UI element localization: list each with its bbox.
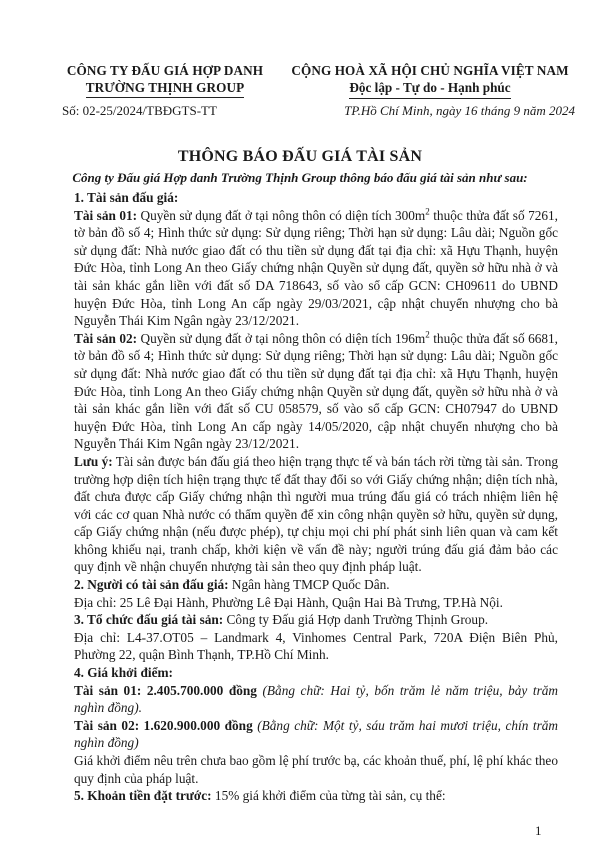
section-2-heading: 2. Người có tài sản đấu giá: — [74, 577, 229, 593]
asset-1-text-b: thuộc thửa đất số 7261, tờ bản đồ số 4; Hình thức sử dụng: Sử dụng riêng; Thời hạn sử dụng: Lâu dài; Nguồn gốc sử dụng đất: Nhà nước giao đất có thu tiền sử dụng đất tại địa chỉ: xã Hựu Thạnh, huyện Đức Hòa, tỉnh Long An theo Giấy chứng nhận Quyền sử dụng đất, quyền sở hữu nhà ở và tài sản khác gắn liền với đất số DA 718643, số vào sổ cấp GCN: CH09611 do UBND huyện Đức Hòa, tỉnh Long An cấp ngày 29/03/2021, cập nhật chuyển nhượng cho bà Nguyễn Thái Kim Ngân ngày 23/12/2021. — [74, 207, 558, 329]
asset-2-price-words: (Bằng chữ: Một tỷ, sáu trăm hai mươi triệu, chín trăm nghìn đồng) — [74, 717, 559, 751]
issuer-name-line2: TRƯỜNG THỊNH GROUP — [86, 79, 245, 98]
section-2-line — [74, 576, 558, 594]
asset-1-price — [74, 682, 558, 717]
asset-2-price — [74, 717, 558, 752]
asset-2-price-value: Tài sản 02: 1.620.900.000 đồng — [74, 717, 253, 733]
asset-owner-address: Địa chỉ: 25 Lê Đại Hành, Phường Lê Đại Hành, Quận Hai Bà Trưng, TP.Hà Nội. — [74, 594, 503, 610]
document-title: THÔNG BÁO ĐẤU GIÁ TÀI SẢN — [177, 148, 423, 165]
country-name: CỘNG HOÀ XÃ HỘI CHỦ NGHĨA VIỆT NAM — [291, 63, 569, 78]
asset-2-text-a: Quyền sử dụng đất ở tại nông thôn có diện tích 196m — [137, 330, 426, 346]
document-number: Số: 02-25/2024/TBĐGTS-TT — [62, 103, 217, 118]
deposit-text: 15% giá khởi điểm của từng tài sản, cụ thể: — [211, 788, 446, 804]
section-5-line — [74, 787, 558, 805]
asset-1-text-a: Quyền sử dụng đất ở tại nông thôn có diện tích 300m — [137, 207, 426, 223]
asset-1-label: Tài sản 01: — [74, 207, 138, 223]
document-date: TP.Hồ Chí Minh, ngày 16 tháng 9 năm 2024 — [344, 103, 575, 118]
asset-2-paragraph — [74, 330, 558, 453]
issuer-name-line1: CÔNG TY ĐẤU GIÁ HỢP DANH — [66, 63, 264, 78]
asset-1-paragraph — [74, 207, 558, 330]
section-4-heading: 4. Giá khởi điểm: — [74, 665, 173, 681]
auction-organization: Công ty Đấu giá Hợp danh Trường Thịnh Group. — [223, 612, 489, 628]
issuer-header — [50, 62, 280, 98]
document-body — [74, 189, 558, 805]
national-motto: Độc lập - Tự do - Hạnh phúc — [349, 79, 510, 99]
asset-owner: Ngân hàng TMCP Quốc Dân. — [228, 577, 390, 593]
asset-2-label: Tài sản 02: — [74, 330, 138, 346]
superscript-2: 2 — [425, 206, 430, 217]
section-3-heading: 3. Tổ chức đấu giá tài sản: — [74, 612, 224, 628]
note-text: Tài sản được bán đấu giá theo hiện trạng thực tế và bán tách rời từng tài sản. Trong trường hợp diện tích hiện trạng thực tế đất thay đổi so với Giấy chứng nhận; diện tích nhà, đất chưa được cấp Giấy chứng nhận thì người mua trúng đấu giá có trách nhiệm liên hệ với các cơ quan Nhà nước có thẩm quyền để xin công nhận quyền sở hữu, quyền sử dụng, cấp Giấy chứng nhận (nếu được phép), tự chịu mọi chi phí phát sinh liên quan và cam kết không khiếu nại, tranh chấp, khởi kiện về vấn đề này; người trúng đấu giá đảm bảo các quy định về nhận chuyển nhượng tài sản theo quy định pháp luật. — [74, 453, 558, 575]
page-number: 1 — [535, 823, 542, 838]
auction-organization-address: Địa chỉ: L4-37.OT05 – Landmark 4, Vinhomes Central Park, 720A Điện Biên Phủ, Phường 22, quận Bình Thạnh, TP.Hồ Chí Minh. — [74, 629, 558, 663]
note-label: Lưu ý: — [74, 453, 113, 469]
superscript-2: 2 — [425, 329, 430, 340]
asset-2-text-b: thuộc thửa đất số 6681, tờ bản đồ số 4; Hình thức sử dụng: Sử dụng riêng; Thời hạn sử dụng: Lâu dài; Nguồn gốc sử dụng đất: Nhà nước giao đất có thu tiền sử dụng đất tại địa chỉ: xã Hựu Thạnh, huyện Đức Hòa, tỉnh Long An theo Giấy chứng nhận Quyền sử dụng đất, quyền sở hữu nhà ở và tài sản khác gắn liền với đất số CU 058579, số vào sổ cấp GCN: CH07947 do UBND huyện Đức Hòa, tỉnh Long An cấp ngày 14/05/2020, cập nhật chuyển nhượng cho bà Nguyễn Thái Kim Ngân ngày 23/12/2021. — [74, 330, 558, 452]
asset-1-price-words: (Bằng chữ: Hai tỷ, bốn trăm lẻ năm triệu, bảy trăm nghìn đồng). — [74, 682, 558, 716]
section-3-line — [74, 611, 558, 629]
document-subtitle: Công ty Đấu giá Hợp danh Trường Thịnh Group thông báo đấu giá tài sản như sau: — [72, 170, 528, 185]
asset-1-price-value: Tài sản 01: 2.405.700.000 đồng — [74, 682, 257, 698]
section-5-heading: 5. Khoản tiền đặt trước: — [74, 788, 212, 804]
price-note: Giá khởi điểm nêu trên chưa bao gồm lệ phí trước bạ, các khoản thuế, phí, lệ phí khác theo quy định của pháp luật. — [74, 753, 558, 786]
section-1-heading: 1. Tài sản đấu giá: — [74, 190, 179, 205]
national-header — [285, 62, 575, 99]
note-paragraph — [74, 453, 558, 576]
